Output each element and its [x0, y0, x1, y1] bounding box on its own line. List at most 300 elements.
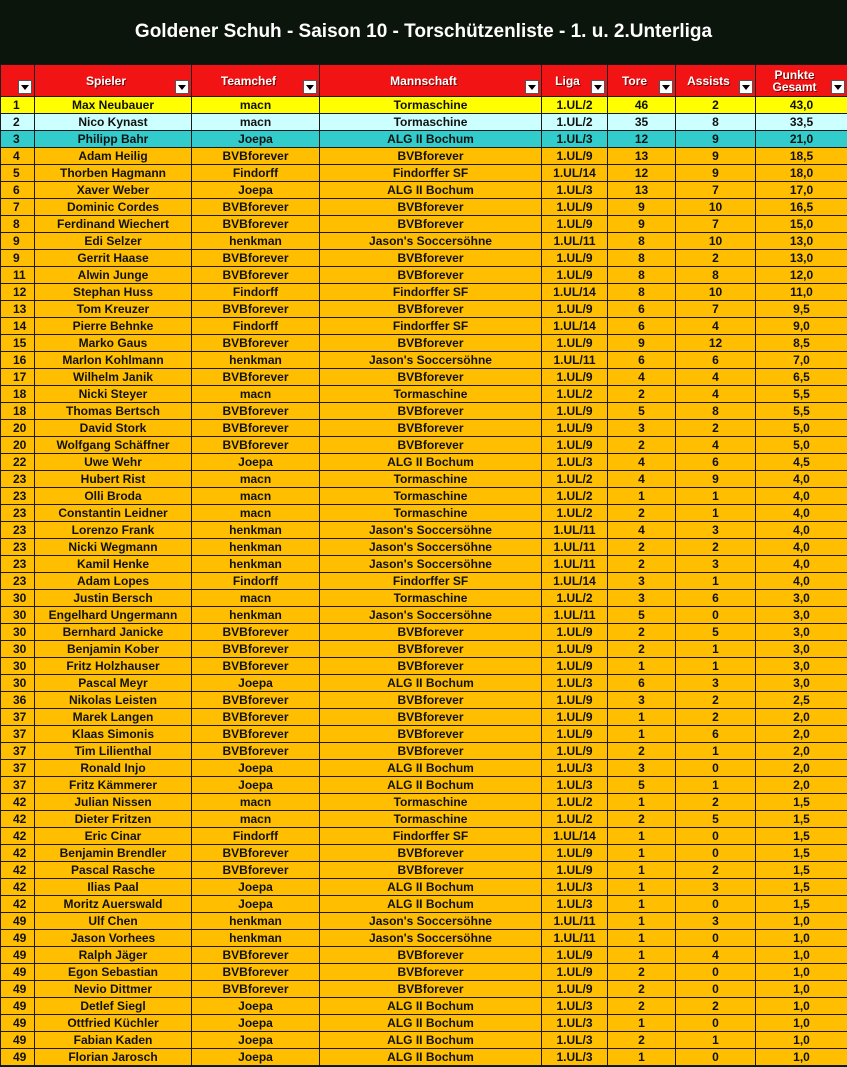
cell-coach[interactable]: BVBforever	[192, 250, 320, 267]
cell-team[interactable]: BVBforever	[320, 624, 542, 641]
cell-coach[interactable]: Joepa	[192, 131, 320, 148]
cell-goals[interactable]: 1	[608, 947, 676, 964]
cell-points[interactable]: 1,5	[756, 794, 847, 811]
cell-goals[interactable]: 2	[608, 505, 676, 522]
cell-league[interactable]: 1.UL/9	[542, 981, 608, 998]
cell-goals[interactable]: 12	[608, 165, 676, 182]
cell-team[interactable]: Tormaschine	[320, 97, 542, 114]
cell-points[interactable]: 43,0	[756, 97, 847, 114]
cell-assists[interactable]: 4	[676, 318, 756, 335]
cell-points[interactable]: 3,0	[756, 624, 847, 641]
cell-coach[interactable]: Joepa	[192, 1032, 320, 1049]
cell-league[interactable]: 1.UL/9	[542, 641, 608, 658]
cell-goals[interactable]: 6	[608, 675, 676, 692]
cell-rank[interactable]: 49	[1, 981, 35, 998]
cell-team[interactable]: ALG II Bochum	[320, 675, 542, 692]
cell-coach[interactable]: Findorff	[192, 828, 320, 845]
cell-goals[interactable]: 2	[608, 964, 676, 981]
cell-goals[interactable]: 35	[608, 114, 676, 131]
cell-league[interactable]: 1.UL/9	[542, 437, 608, 454]
cell-player[interactable]: Marlon Kohlmann	[35, 352, 192, 369]
cell-goals[interactable]: 9	[608, 216, 676, 233]
cell-coach[interactable]: BVBforever	[192, 964, 320, 981]
cell-assists[interactable]: 9	[676, 471, 756, 488]
cell-coach[interactable]: Joepa	[192, 760, 320, 777]
cell-points[interactable]: 4,0	[756, 488, 847, 505]
cell-league[interactable]: 1.UL/3	[542, 760, 608, 777]
cell-player[interactable]: Benjamin Brendler	[35, 845, 192, 862]
cell-assists[interactable]: 3	[676, 675, 756, 692]
cell-team[interactable]: BVBforever	[320, 250, 542, 267]
cell-coach[interactable]: henkman	[192, 930, 320, 947]
cell-assists[interactable]: 2	[676, 794, 756, 811]
cell-goals[interactable]: 2	[608, 1032, 676, 1049]
cell-coach[interactable]: BVBforever	[192, 624, 320, 641]
cell-goals[interactable]: 5	[608, 777, 676, 794]
cell-assists[interactable]: 7	[676, 182, 756, 199]
cell-goals[interactable]: 46	[608, 97, 676, 114]
cell-assists[interactable]: 1	[676, 488, 756, 505]
cell-player[interactable]: Pascal Rasche	[35, 862, 192, 879]
cell-goals[interactable]: 1	[608, 845, 676, 862]
cell-goals[interactable]: 3	[608, 420, 676, 437]
cell-goals[interactable]: 1	[608, 1015, 676, 1032]
cell-league[interactable]: 1.UL/11	[542, 522, 608, 539]
cell-league[interactable]: 1.UL/9	[542, 199, 608, 216]
cell-points[interactable]: 4,0	[756, 471, 847, 488]
cell-rank[interactable]: 36	[1, 692, 35, 709]
cell-rank[interactable]: 23	[1, 556, 35, 573]
cell-assists[interactable]: 6	[676, 590, 756, 607]
cell-rank[interactable]: 16	[1, 352, 35, 369]
cell-rank[interactable]: 2	[1, 114, 35, 131]
cell-coach[interactable]: BVBforever	[192, 148, 320, 165]
cell-team[interactable]: Jason's Soccersöhne	[320, 913, 542, 930]
cell-points[interactable]: 3,0	[756, 590, 847, 607]
cell-league[interactable]: 1.UL/9	[542, 301, 608, 318]
cell-league[interactable]: 1.UL/11	[542, 913, 608, 930]
cell-team[interactable]: Tormaschine	[320, 811, 542, 828]
cell-rank[interactable]: 30	[1, 675, 35, 692]
cell-player[interactable]: Nicki Steyer	[35, 386, 192, 403]
cell-league[interactable]: 1.UL/9	[542, 692, 608, 709]
cell-goals[interactable]: 1	[608, 913, 676, 930]
cell-assists[interactable]: 1	[676, 641, 756, 658]
cell-league[interactable]: 1.UL/3	[542, 182, 608, 199]
cell-team[interactable]: Findorffer SF	[320, 165, 542, 182]
cell-points[interactable]: 4,0	[756, 522, 847, 539]
cell-team[interactable]: BVBforever	[320, 148, 542, 165]
cell-goals[interactable]: 3	[608, 590, 676, 607]
cell-league[interactable]: 1.UL/9	[542, 726, 608, 743]
cell-rank[interactable]: 22	[1, 454, 35, 471]
cell-points[interactable]: 5,5	[756, 386, 847, 403]
cell-team[interactable]: Tormaschine	[320, 794, 542, 811]
cell-assists[interactable]: 2	[676, 998, 756, 1015]
cell-team[interactable]: BVBforever	[320, 267, 542, 284]
cell-goals[interactable]: 4	[608, 454, 676, 471]
cell-points[interactable]: 1,0	[756, 1049, 847, 1066]
cell-assists[interactable]: 0	[676, 760, 756, 777]
cell-rank[interactable]: 1	[1, 97, 35, 114]
cell-league[interactable]: 1.UL/9	[542, 335, 608, 352]
cell-coach[interactable]: Findorff	[192, 573, 320, 590]
cell-goals[interactable]: 2	[608, 641, 676, 658]
cell-league[interactable]: 1.UL/9	[542, 947, 608, 964]
cell-assists[interactable]: 0	[676, 964, 756, 981]
cell-assists[interactable]: 3	[676, 913, 756, 930]
cell-points[interactable]: 1,0	[756, 998, 847, 1015]
cell-goals[interactable]: 2	[608, 624, 676, 641]
cell-league[interactable]: 1.UL/14	[542, 284, 608, 301]
cell-assists[interactable]: 9	[676, 165, 756, 182]
cell-points[interactable]: 16,5	[756, 199, 847, 216]
cell-rank[interactable]: 23	[1, 505, 35, 522]
filter-dropdown-league[interactable]	[591, 80, 605, 94]
cell-league[interactable]: 1.UL/14	[542, 573, 608, 590]
cell-team[interactable]: BVBforever	[320, 658, 542, 675]
cell-rank[interactable]: 49	[1, 964, 35, 981]
cell-player[interactable]: Fritz Holzhauser	[35, 658, 192, 675]
cell-assists[interactable]: 1	[676, 573, 756, 590]
cell-rank[interactable]: 3	[1, 131, 35, 148]
cell-player[interactable]: Kamil Henke	[35, 556, 192, 573]
cell-coach[interactable]: Joepa	[192, 454, 320, 471]
cell-player[interactable]: Marko Gaus	[35, 335, 192, 352]
cell-coach[interactable]: Joepa	[192, 777, 320, 794]
cell-league[interactable]: 1.UL/14	[542, 165, 608, 182]
cell-player[interactable]: Fabian Kaden	[35, 1032, 192, 1049]
filter-dropdown-coach[interactable]	[303, 80, 317, 94]
cell-coach[interactable]: henkman	[192, 539, 320, 556]
cell-player[interactable]: Alwin Junge	[35, 267, 192, 284]
cell-team[interactable]: Jason's Soccersöhne	[320, 522, 542, 539]
cell-rank[interactable]: 11	[1, 267, 35, 284]
cell-team[interactable]: Jason's Soccersöhne	[320, 539, 542, 556]
cell-coach[interactable]: BVBforever	[192, 199, 320, 216]
cell-team[interactable]: Jason's Soccersöhne	[320, 233, 542, 250]
cell-team[interactable]: BVBforever	[320, 216, 542, 233]
cell-rank[interactable]: 42	[1, 845, 35, 862]
cell-rank[interactable]: 49	[1, 1049, 35, 1066]
cell-assists[interactable]: 4	[676, 386, 756, 403]
cell-player[interactable]: Detlef Siegl	[35, 998, 192, 1015]
cell-team[interactable]: BVBforever	[320, 335, 542, 352]
cell-league[interactable]: 1.UL/3	[542, 998, 608, 1015]
cell-rank[interactable]: 42	[1, 828, 35, 845]
cell-points[interactable]: 9,5	[756, 301, 847, 318]
cell-player[interactable]: Tim Lilienthal	[35, 743, 192, 760]
cell-rank[interactable]: 42	[1, 862, 35, 879]
cell-league[interactable]: 1.UL/9	[542, 624, 608, 641]
filter-dropdown-assists[interactable]	[739, 80, 753, 94]
cell-team[interactable]: BVBforever	[320, 199, 542, 216]
cell-goals[interactable]: 1	[608, 896, 676, 913]
cell-assists[interactable]: 5	[676, 624, 756, 641]
cell-rank[interactable]: 49	[1, 947, 35, 964]
cell-player[interactable]: Wolfgang Schäffner	[35, 437, 192, 454]
cell-goals[interactable]: 4	[608, 369, 676, 386]
cell-goals[interactable]: 1	[608, 726, 676, 743]
cell-coach[interactable]: henkman	[192, 913, 320, 930]
cell-assists[interactable]: 0	[676, 930, 756, 947]
cell-coach[interactable]: BVBforever	[192, 420, 320, 437]
cell-rank[interactable]: 23	[1, 488, 35, 505]
cell-assists[interactable]: 3	[676, 522, 756, 539]
cell-assists[interactable]: 0	[676, 1049, 756, 1066]
cell-points[interactable]: 2,0	[756, 777, 847, 794]
cell-player[interactable]: Edi Selzer	[35, 233, 192, 250]
cell-rank[interactable]: 20	[1, 437, 35, 454]
cell-league[interactable]: 1.UL/3	[542, 777, 608, 794]
cell-coach[interactable]: macn	[192, 505, 320, 522]
cell-goals[interactable]: 2	[608, 437, 676, 454]
cell-goals[interactable]: 2	[608, 386, 676, 403]
cell-team[interactable]: BVBforever	[320, 437, 542, 454]
cell-coach[interactable]: BVBforever	[192, 709, 320, 726]
cell-player[interactable]: Thorben Hagmann	[35, 165, 192, 182]
cell-goals[interactable]: 1	[608, 488, 676, 505]
cell-league[interactable]: 1.UL/11	[542, 233, 608, 250]
cell-league[interactable]: 1.UL/3	[542, 896, 608, 913]
cell-points[interactable]: 3,0	[756, 675, 847, 692]
filter-dropdown-rank[interactable]	[18, 80, 32, 94]
cell-goals[interactable]: 3	[608, 760, 676, 777]
cell-league[interactable]: 1.UL/3	[542, 879, 608, 896]
cell-player[interactable]: Nevio Dittmer	[35, 981, 192, 998]
cell-player[interactable]: Adam Lopes	[35, 573, 192, 590]
cell-goals[interactable]: 4	[608, 522, 676, 539]
cell-league[interactable]: 1.UL/11	[542, 930, 608, 947]
cell-assists[interactable]: 9	[676, 148, 756, 165]
cell-team[interactable]: Tormaschine	[320, 386, 542, 403]
cell-points[interactable]: 4,0	[756, 556, 847, 573]
cell-goals[interactable]: 2	[608, 743, 676, 760]
cell-assists[interactable]: 1	[676, 505, 756, 522]
cell-league[interactable]: 1.UL/2	[542, 505, 608, 522]
cell-assists[interactable]: 0	[676, 845, 756, 862]
cell-coach[interactable]: BVBforever	[192, 845, 320, 862]
cell-league[interactable]: 1.UL/3	[542, 131, 608, 148]
cell-coach[interactable]: macn	[192, 386, 320, 403]
cell-team[interactable]: BVBforever	[320, 862, 542, 879]
cell-points[interactable]: 17,0	[756, 182, 847, 199]
cell-coach[interactable]: henkman	[192, 556, 320, 573]
cell-goals[interactable]: 1	[608, 879, 676, 896]
filter-dropdown-player[interactable]	[175, 80, 189, 94]
cell-goals[interactable]: 9	[608, 335, 676, 352]
cell-player[interactable]: Philipp Bahr	[35, 131, 192, 148]
cell-goals[interactable]: 4	[608, 471, 676, 488]
cell-league[interactable]: 1.UL/9	[542, 216, 608, 233]
cell-league[interactable]: 1.UL/9	[542, 964, 608, 981]
cell-team[interactable]: Tormaschine	[320, 471, 542, 488]
cell-coach[interactable]: BVBforever	[192, 726, 320, 743]
cell-team[interactable]: BVBforever	[320, 964, 542, 981]
cell-team[interactable]: ALG II Bochum	[320, 1049, 542, 1066]
cell-team[interactable]: Jason's Soccersöhne	[320, 352, 542, 369]
cell-league[interactable]: 1.UL/3	[542, 454, 608, 471]
cell-rank[interactable]: 4	[1, 148, 35, 165]
cell-team[interactable]: Jason's Soccersöhne	[320, 556, 542, 573]
cell-goals[interactable]: 1	[608, 1049, 676, 1066]
cell-goals[interactable]: 6	[608, 318, 676, 335]
cell-league[interactable]: 1.UL/2	[542, 590, 608, 607]
cell-league[interactable]: 1.UL/2	[542, 471, 608, 488]
cell-assists[interactable]: 2	[676, 420, 756, 437]
cell-rank[interactable]: 30	[1, 590, 35, 607]
cell-coach[interactable]: Joepa	[192, 1015, 320, 1032]
cell-league[interactable]: 1.UL/9	[542, 250, 608, 267]
cell-rank[interactable]: 30	[1, 641, 35, 658]
cell-coach[interactable]: BVBforever	[192, 658, 320, 675]
cell-rank[interactable]: 49	[1, 998, 35, 1015]
cell-team[interactable]: BVBforever	[320, 845, 542, 862]
cell-goals[interactable]: 2	[608, 811, 676, 828]
cell-points[interactable]: 3,0	[756, 658, 847, 675]
cell-player[interactable]: Nikolas Leisten	[35, 692, 192, 709]
cell-player[interactable]: Ulf Chen	[35, 913, 192, 930]
cell-goals[interactable]: 1	[608, 658, 676, 675]
cell-player[interactable]: Ottfried Küchler	[35, 1015, 192, 1032]
cell-rank[interactable]: 9	[1, 233, 35, 250]
cell-league[interactable]: 1.UL/2	[542, 97, 608, 114]
cell-points[interactable]: 7,0	[756, 352, 847, 369]
cell-player[interactable]: Tom Kreuzer	[35, 301, 192, 318]
cell-rank[interactable]: 23	[1, 539, 35, 556]
cell-rank[interactable]: 14	[1, 318, 35, 335]
cell-goals[interactable]: 2	[608, 556, 676, 573]
cell-league[interactable]: 1.UL/2	[542, 386, 608, 403]
cell-assists[interactable]: 0	[676, 896, 756, 913]
cell-points[interactable]: 2,0	[756, 743, 847, 760]
cell-assists[interactable]: 2	[676, 862, 756, 879]
cell-team[interactable]: Tormaschine	[320, 590, 542, 607]
cell-team[interactable]: ALG II Bochum	[320, 760, 542, 777]
cell-rank[interactable]: 9	[1, 250, 35, 267]
cell-player[interactable]: Moritz Auerswald	[35, 896, 192, 913]
cell-coach[interactable]: BVBforever	[192, 369, 320, 386]
cell-goals[interactable]: 9	[608, 199, 676, 216]
cell-coach[interactable]: BVBforever	[192, 301, 320, 318]
cell-player[interactable]: Fritz Kämmerer	[35, 777, 192, 794]
cell-player[interactable]: David Stork	[35, 420, 192, 437]
cell-rank[interactable]: 30	[1, 658, 35, 675]
cell-points[interactable]: 15,0	[756, 216, 847, 233]
cell-goals[interactable]: 1	[608, 862, 676, 879]
cell-assists[interactable]: 1	[676, 743, 756, 760]
cell-rank[interactable]: 6	[1, 182, 35, 199]
cell-points[interactable]: 11,0	[756, 284, 847, 301]
cell-coach[interactable]: macn	[192, 811, 320, 828]
cell-player[interactable]: Florian Jarosch	[35, 1049, 192, 1066]
cell-coach[interactable]: Findorff	[192, 318, 320, 335]
cell-goals[interactable]: 2	[608, 998, 676, 1015]
cell-points[interactable]: 4,0	[756, 505, 847, 522]
cell-player[interactable]: Adam Heilig	[35, 148, 192, 165]
cell-coach[interactable]: macn	[192, 97, 320, 114]
cell-goals[interactable]: 1	[608, 828, 676, 845]
cell-assists[interactable]: 4	[676, 947, 756, 964]
cell-points[interactable]: 1,0	[756, 947, 847, 964]
cell-coach[interactable]: BVBforever	[192, 862, 320, 879]
cell-points[interactable]: 5,0	[756, 420, 847, 437]
cell-team[interactable]: ALG II Bochum	[320, 1015, 542, 1032]
cell-assists[interactable]: 2	[676, 692, 756, 709]
cell-coach[interactable]: henkman	[192, 522, 320, 539]
cell-player[interactable]: Klaas Simonis	[35, 726, 192, 743]
cell-points[interactable]: 5,0	[756, 437, 847, 454]
cell-goals[interactable]: 8	[608, 267, 676, 284]
cell-coach[interactable]: BVBforever	[192, 947, 320, 964]
cell-assists[interactable]: 7	[676, 216, 756, 233]
cell-coach[interactable]: Joepa	[192, 896, 320, 913]
cell-rank[interactable]: 20	[1, 420, 35, 437]
cell-goals[interactable]: 1	[608, 794, 676, 811]
cell-assists[interactable]: 2	[676, 250, 756, 267]
filter-dropdown-goals[interactable]	[659, 80, 673, 94]
cell-team[interactable]: Findorffer SF	[320, 828, 542, 845]
cell-goals[interactable]: 13	[608, 182, 676, 199]
cell-league[interactable]: 1.UL/2	[542, 811, 608, 828]
cell-assists[interactable]: 4	[676, 437, 756, 454]
cell-coach[interactable]: Findorff	[192, 284, 320, 301]
cell-player[interactable]: Wilhelm Janik	[35, 369, 192, 386]
cell-player[interactable]: Hubert Rist	[35, 471, 192, 488]
cell-points[interactable]: 2,0	[756, 726, 847, 743]
cell-team[interactable]: BVBforever	[320, 301, 542, 318]
cell-player[interactable]: Marek Langen	[35, 709, 192, 726]
cell-rank[interactable]: 49	[1, 913, 35, 930]
cell-team[interactable]: ALG II Bochum	[320, 896, 542, 913]
cell-team[interactable]: BVBforever	[320, 692, 542, 709]
cell-assists[interactable]: 0	[676, 1015, 756, 1032]
cell-team[interactable]: Jason's Soccersöhne	[320, 607, 542, 624]
cell-league[interactable]: 1.UL/3	[542, 1049, 608, 1066]
cell-points[interactable]: 1,5	[756, 862, 847, 879]
cell-coach[interactable]: BVBforever	[192, 641, 320, 658]
cell-player[interactable]: Uwe Wehr	[35, 454, 192, 471]
cell-rank[interactable]: 17	[1, 369, 35, 386]
cell-assists[interactable]: 3	[676, 879, 756, 896]
cell-team[interactable]: Findorffer SF	[320, 284, 542, 301]
cell-coach[interactable]: Findorff	[192, 165, 320, 182]
cell-points[interactable]: 5,5	[756, 403, 847, 420]
cell-league[interactable]: 1.UL/11	[542, 556, 608, 573]
cell-league[interactable]: 1.UL/11	[542, 607, 608, 624]
cell-points[interactable]: 1,5	[756, 828, 847, 845]
cell-player[interactable]: Xaver Weber	[35, 182, 192, 199]
cell-coach[interactable]: henkman	[192, 352, 320, 369]
cell-coach[interactable]: BVBforever	[192, 267, 320, 284]
cell-points[interactable]: 2,5	[756, 692, 847, 709]
cell-team[interactable]: ALG II Bochum	[320, 998, 542, 1015]
cell-team[interactable]: ALG II Bochum	[320, 879, 542, 896]
cell-team[interactable]: Jason's Soccersöhne	[320, 930, 542, 947]
cell-coach[interactable]: macn	[192, 488, 320, 505]
cell-coach[interactable]: Joepa	[192, 879, 320, 896]
cell-points[interactable]: 13,0	[756, 233, 847, 250]
cell-player[interactable]: Lorenzo Frank	[35, 522, 192, 539]
cell-team[interactable]: BVBforever	[320, 420, 542, 437]
cell-league[interactable]: 1.UL/9	[542, 267, 608, 284]
cell-coach[interactable]: BVBforever	[192, 437, 320, 454]
cell-coach[interactable]: BVBforever	[192, 981, 320, 998]
cell-assists[interactable]: 6	[676, 352, 756, 369]
cell-league[interactable]: 1.UL/2	[542, 794, 608, 811]
cell-points[interactable]: 4,0	[756, 539, 847, 556]
cell-rank[interactable]: 7	[1, 199, 35, 216]
